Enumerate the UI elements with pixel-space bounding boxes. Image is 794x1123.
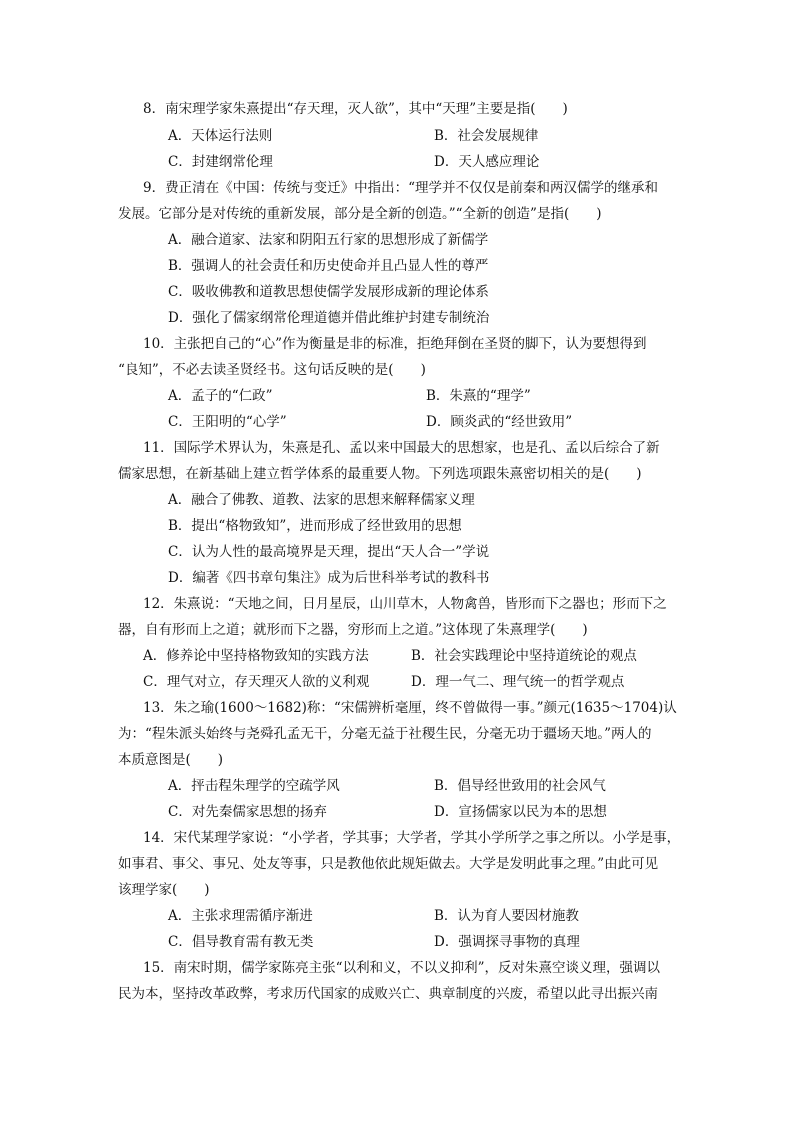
question-15-stem-cont: 民为本，坚持改革政弊，考求历代国家的成败兴亡、典章制度的兴废，希望以此寻出振兴南 [118, 986, 658, 1002]
question-13-option-a: A．抨击程朱理学的空疏学风 [168, 778, 340, 794]
question-9-option-a: A．融合道家、法家和阴阳五行家的思想形成了新儒学 [168, 232, 489, 248]
question-13-option-c: C．对先秦儒家思想的扬弃 [168, 804, 327, 820]
question-11-option-c: C．认为人性的最高境界是天理，提出“天人合一”学说 [168, 544, 490, 560]
question-14-option-b: B．认为育人要因材施教 [434, 908, 579, 924]
question-13-stem: 13．朱之瑜(1600～1682)称：“宋儒辨析毫厘，终不曾做得一事。”颜元(1635～1704)认 [143, 700, 677, 716]
question-14-stem: 14．宋代某理学家说：“小学者，学其事；大学者，学其小学所学之事之所以。小学是事， [143, 830, 681, 846]
question-11-stem-cont: 儒家思想，在新基础上建立哲学体系的最重要人物。下列选项跟朱熹密切相关的是( ) [118, 466, 642, 482]
question-8-stem: 8．南宋理学家朱熹提出“存天理，灭人欲”，其中“天理”主要是指( ) [143, 101, 568, 117]
question-12-option-d: D．理一气二、理气统一的哲学观点 [411, 674, 625, 690]
question-10-stem-cont: “良知”，不必去读圣贤经书。这句话反映的是( ) [118, 362, 426, 378]
question-14-stem-cont-1: 如事君、事父、事兄、处友等事，只是教他依此规矩做去。大学是发明此事之理。”由此可见 [118, 856, 659, 872]
question-12-stem-cont: 器，自有形而上之道；就形而下之器，穷形而上之道。”这体现了朱熹理学( ) [118, 622, 588, 638]
question-14-option-d: D．强调探寻事物的真理 [434, 934, 580, 950]
question-11-stem: 11．国际学术界认为，朱熹是孔、孟以来中国最大的思想家，也是孔、孟以后综合了新 [143, 440, 660, 456]
question-8-option-b: B．社会发展规律 [434, 128, 539, 144]
question-8-option-d: D．天人感应理论 [434, 154, 540, 170]
question-13-option-b: B．倡导经世致用的社会风气 [434, 778, 606, 794]
question-13-option-d: D．宣扬儒家以民为本的思想 [434, 804, 607, 820]
question-9-option-b: B．强调人的社会责任和历史使命并且凸显人性的尊严 [168, 258, 489, 274]
question-14-option-a: A．主张求理需循序渐进 [168, 908, 313, 924]
question-11-option-a: A．融合了佛教、道教、法家的思想来解释儒家义理 [168, 492, 475, 508]
question-12-option-c: C．理气对立，存天理灭人欲的义利观 [143, 674, 370, 690]
question-8-option-c: C．封建纲常伦理 [168, 154, 273, 170]
question-11-option-b: B．提出“格物致知”，进而形成了经世致用的思想 [168, 518, 462, 534]
question-9-option-c: C．吸收佛教和道教思想使儒学发展形成新的理论体系 [168, 284, 489, 300]
question-9-stem: 9．费正清在《中国：传统与变迁》中指出：“理学并不仅仅是前秦和两汉儒学的继承和 [143, 180, 658, 196]
question-12-option-a: A．修养论中坚持格物致知的实践方法 [143, 648, 369, 664]
question-12-stem: 12．朱熹说：“天地之间，日月星辰，山川草木，人物禽兽，皆形而下之器也；形而下之 [143, 596, 667, 612]
question-14-option-c: C．倡导教育需有教无类 [168, 934, 314, 950]
question-8-option-a: A．天体运行法则 [168, 128, 273, 144]
question-9-option-d: D．强化了儒家纲常伦理道德并借此维护封建专制统治 [168, 310, 490, 326]
question-10-option-a: A．孟子的“仁政” [168, 388, 273, 404]
question-15-stem: 15．南宋时期，儒学家陈亮主张“以利和义，不以义抑利”，反对朱熹空谈义理，强调以 [143, 960, 660, 976]
question-14-stem-cont-2: 该理学家( ) [118, 882, 210, 898]
question-11-option-d: D．编著《四书章句集注》成为后世科举考试的教科书 [168, 570, 490, 586]
question-12-option-b: B．社会实践理论中坚持道统论的观点 [411, 648, 637, 664]
question-10-stem: 10．主张把自己的“心”作为衡量是非的标准，拒绝拜倒在圣贤的脚下，认为要想得到 [143, 336, 647, 352]
question-10-option-c: C．王阳明的“心学” [168, 414, 287, 430]
question-13-stem-cont-2: 本质意图是( ) [118, 752, 224, 768]
question-9-stem-cont: 发展。它部分是对传统的重新发展，部分是全新的创造。”“全新的创造”是指( ) [118, 206, 602, 222]
question-13-stem-cont-1: 为：“程朱派头始终与尧舜孔孟无干，分毫无益于社稷生民，分毫无功于疆场天地。”两人的 [118, 726, 652, 742]
question-10-option-b: B．朱熹的“理学” [426, 388, 531, 404]
question-10-option-d: D．顾炎武的“经世致用” [426, 414, 573, 430]
